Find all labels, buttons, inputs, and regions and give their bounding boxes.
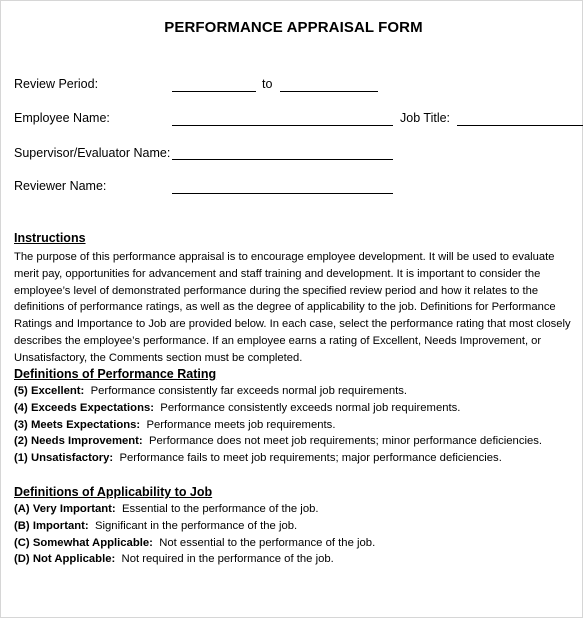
rating-desc: Performance does not meet job requirements; minor performance deficiencies. (148, 435, 543, 448)
ratings-heading: Definitions of Performance Rating (14, 367, 217, 381)
rating-term: (4) Exceeds Expectations: (14, 401, 155, 414)
instructions-heading: Instructions (14, 231, 86, 245)
employee-name-line[interactable] (172, 125, 393, 126)
ratings-list (14, 383, 542, 467)
rating-desc: Performance consistently exceeds normal job requirements. (160, 401, 461, 414)
applicability-list (14, 501, 375, 568)
applicability-term: (C) Somewhat Applicable: (14, 536, 153, 549)
applicability-item (14, 535, 375, 552)
supervisor-line[interactable] (172, 159, 393, 160)
instructions-text: The purpose of this performance appraisal is to encourage employee development. It will be used to evaluate merit pay, opportunities for advancement and staff training and development. It is important to consider the employee’s level of demonstrated performance during the specified review period and how it relates to the definitions of performance ratings, as well as the degree of applicability to the job. Definitions for Performance Ratings and Importance to Job are provided below. In each case, select the performance rating that most closely describes the employee’s performance. If an employee earns a rating of Excellent, Needs Improvement, or Unsatisfactory, the Comments section must be completed. (14, 251, 571, 364)
job-title-label: Job Title: (400, 111, 451, 125)
review-period-label: Review Period: (14, 77, 99, 91)
applicability-item (14, 551, 375, 568)
rating-desc: Performance fails to meet job requirements; major performance deficiencies. (119, 452, 502, 465)
rating-item (14, 383, 542, 400)
job-title-line[interactable] (457, 125, 583, 126)
rating-item (14, 417, 542, 434)
employee-name-label: Employee Name: (14, 111, 110, 125)
rating-desc: Performance consistently far exceeds normal job requirements. (90, 385, 408, 397)
applicability-heading: Definitions of Applicability to Job (14, 485, 213, 499)
applicability-desc: Not essential to the performance of the job. (159, 536, 376, 549)
rating-term: (3) Meets Expectations: (14, 418, 141, 431)
review-period-end-line[interactable] (280, 91, 378, 92)
rating-term: (2) Needs Improvement: (14, 435, 143, 448)
rating-term: (5) Excellent: (14, 385, 85, 397)
applicability-term: (B) Important: (14, 519, 89, 532)
applicability-desc: Essential to the performance of the job. (121, 503, 319, 515)
reviewer-label: Reviewer Name: (14, 179, 107, 193)
applicability-desc: Significant in the performance of the job. (94, 519, 298, 532)
applicability-term: (D) Not Applicable: (14, 553, 116, 566)
applicability-item (14, 518, 375, 535)
reviewer-line[interactable] (172, 193, 393, 194)
review-period-to-label: to (262, 77, 273, 91)
rating-item (14, 433, 542, 450)
applicability-desc: Not required in the performance of the job. (121, 553, 334, 566)
supervisor-label: Supervisor/Evaluator Name: (14, 146, 171, 160)
rating-term: (1) Unsatisfactory: (14, 452, 114, 465)
applicability-term: (A) Very Important: (14, 503, 116, 515)
applicability-item (14, 501, 375, 518)
form-title: PERFORMANCE APPRAISAL FORM (164, 19, 423, 36)
rating-desc: Performance meets job requirements. (146, 418, 336, 431)
rating-item (14, 450, 542, 467)
review-period-start-line[interactable] (172, 91, 256, 92)
rating-item (14, 400, 542, 417)
